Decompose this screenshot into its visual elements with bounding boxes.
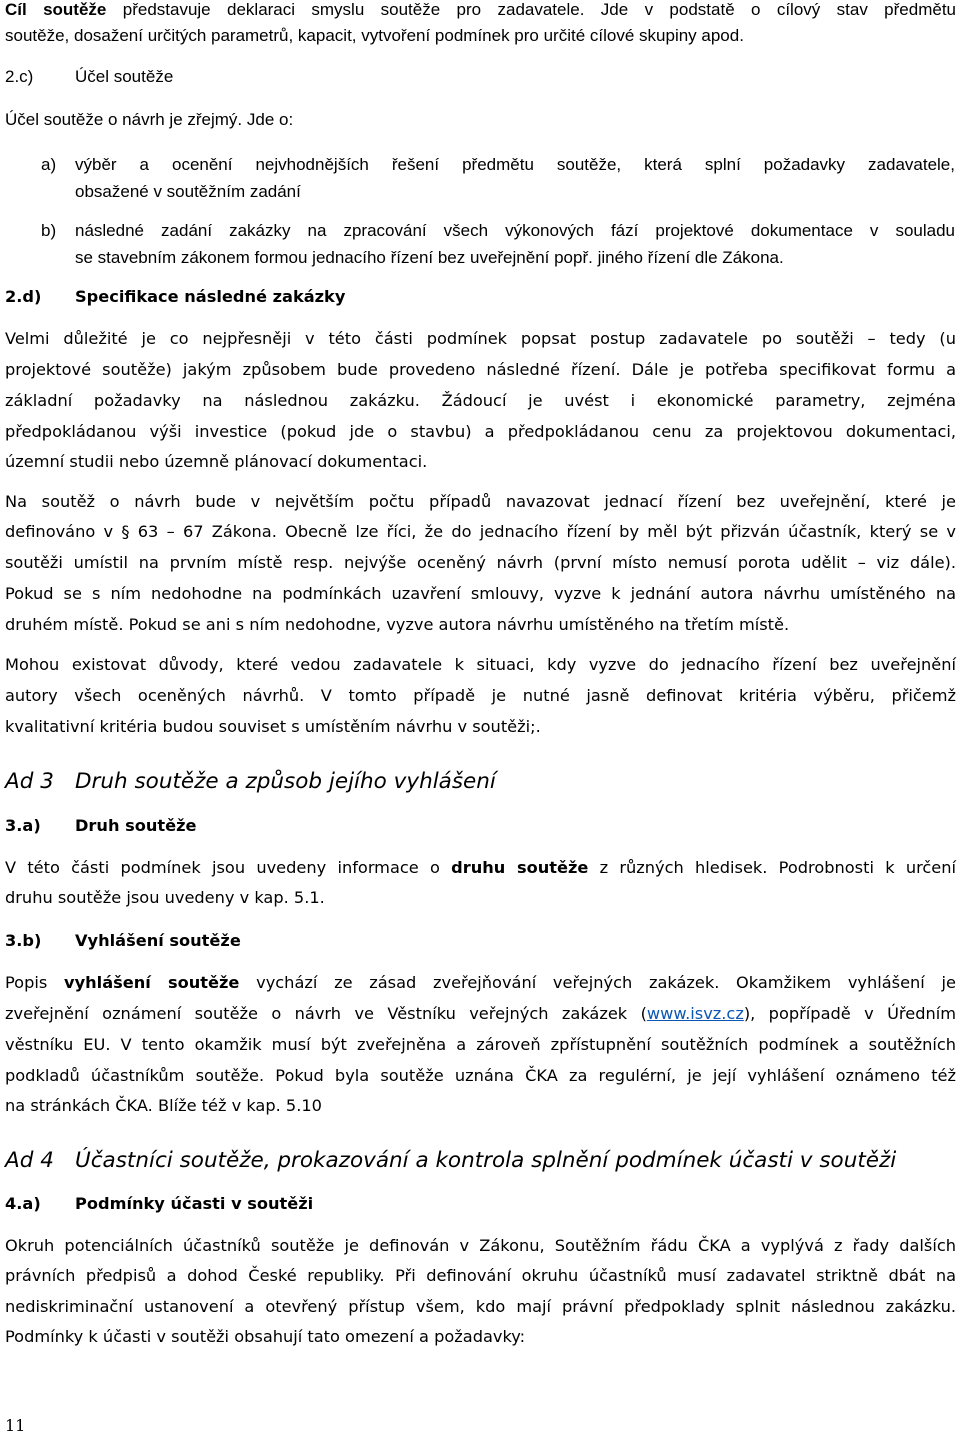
heading-3b-number: 3.b)	[5, 931, 42, 950]
list-item-a-line-2: obsažené v soutěžním zadání	[75, 182, 301, 201]
list-item-b-line-1: následné zadání zakázky na zpracování všech výkonových fází projektové dokumentace v souladu	[75, 221, 955, 240]
heading-ad4-number: Ad 4	[5, 1148, 54, 1173]
heading-2c-title: Účel soutěže	[75, 67, 174, 86]
s2d-p2-line-5: druhém místě. Pokud se ani s ním nedohodne, vyzve autora návrhu umístěného na třetím místě.	[5, 615, 790, 634]
intro-line-1: Cíl soutěže představuje deklaraci smyslu soutěže pro zadavatele. Jde v podstatě o cílový stav předmětu	[5, 0, 957, 19]
s3b-line-4: podkladů účastníkům soutěže. Pokud byla soutěže uznána ČKA za regulérní, je její vyhlášení oznámeno též	[5, 1066, 956, 1085]
s2d-p2-line-1: Na soutěž o návrh bude v největším počtu případů navazovat jednací řízení bez uveřejnění, které je	[5, 492, 956, 511]
list-item-b-line-2: se stavebním zákonem formou jednacího řízení bez uveřejnění popř. jiného řízení dle Zákona.	[75, 248, 784, 267]
heading-2d-title: Specifikace následné zakázky	[75, 287, 346, 306]
s2c-line: Účel soutěže o návrh je zřejmý. Jde o:	[5, 110, 294, 129]
list-item-a-line-1: výběr a ocenění nejvhodnějších řešení předmětu soutěže, která splní požadavky zadavatele,	[75, 155, 955, 174]
s2d-p3-line-2: autory všech oceněných návrhů. V tomto případě je nutné jasně definovat kritéria výběru, přičemž	[5, 686, 956, 705]
list-marker-a: a)	[41, 155, 57, 174]
s2d-p1-line-4: předpokládanou výši investice (pokud jde o stavbu) a předpokládanou cenu za projektovou dokumentaci,	[5, 422, 956, 441]
s4a-line-1: Okruh potenciálních účastníků soutěže je definován v Zákonu, Soutěžním řádu ČKA a vyplývá z řady dalších	[5, 1236, 956, 1255]
s2d-p1-line-1: Velmi důležité je co nejpřesněji v této části podmínek popsat postup zadavatele po soutěži – tedy (u	[5, 329, 956, 348]
page-number: 11	[5, 1416, 26, 1435]
heading-2c-number: 2.c)	[5, 67, 34, 86]
list-marker-b: b)	[41, 221, 57, 240]
intro-line-2: soutěže, dosažení určitých parametrů, kapacit, vytvoření podmínek pro určité cílové skupiny apod.	[5, 26, 744, 45]
heading-ad4-title: Účastníci soutěže, prokazování a kontrola splnění podmínek účasti v soutěži	[75, 1148, 897, 1173]
heading-3a-number: 3.a)	[5, 816, 41, 835]
isvz-link[interactable]: www.isvz.cz	[646, 1004, 744, 1023]
s2d-p2-line-2: definováno v § 63 – 67 Zákona. Obecně lze říci, že do jednacího řízení by měl být přizván účastník, který se v	[5, 522, 956, 541]
heading-4a-number: 4.a)	[5, 1194, 41, 1213]
s3a-line-2: druhu soutěže jsou uvedeny v kap. 5.1.	[5, 888, 325, 907]
s4a-line-4: Podmínky k účasti v soutěži obsahují tato omezení a požadavky:	[5, 1327, 526, 1346]
intro-bold-term: Cíl soutěže	[5, 0, 107, 19]
s2d-p3-line-3: kvalitativní kritéria budou souviset s umístěním návrhu v soutěži;.	[5, 717, 541, 736]
heading-2d-number: 2.d)	[5, 287, 42, 306]
s2d-p1-line-2: projektové soutěže) jakým způsobem bude provedeno následné řízení. Dále je potřeba specifikovat formu a	[5, 360, 956, 379]
s2d-p1-line-3: základní požadavky na následnou zakázku. Žádoucí je uvést i ekonomické parametry, zejména	[5, 391, 956, 410]
s3a-bold-term: druhu soutěže	[451, 858, 589, 877]
heading-4a-title: Podmínky účasti v soutěži	[75, 1194, 314, 1213]
s4a-line-2: právních předpisů a dohod České republiky. Při definování okruhu účastníků musí zadavatel striktně dbát na	[5, 1266, 956, 1285]
s4a-line-3: nediskriminační ustanovení a otevřený přístup všem, kdo mají právní předpoklady splnit následnou zakázku.	[5, 1297, 956, 1316]
s3b-line-3: věstníku EU. V tento okamžik musí být zveřejněna a zároveň zpřístupnění soutěžních podmínek a soutěžních	[5, 1035, 956, 1054]
s3b-line-5: na stránkách ČKA. Blíže též v kap. 5.10	[5, 1096, 322, 1115]
s2d-p1-line-5: územní studii nebo územně plánovací dokumentaci.	[5, 452, 428, 471]
s3a-line-1: V této části podmínek jsou uvedeny informace o druhu soutěže z různých hledisek. Podrobnosti k určení	[5, 858, 956, 877]
s3b-bold-term: vyhlášení soutěže	[64, 973, 240, 992]
s3b-line-1: Popis vyhlášení soutěže vychází ze zásad zveřejňování veřejných zakázek. Okamžikem vyhlášení je	[5, 973, 956, 992]
s3b-line-2: zveřejnění oznámení soutěže o návrh ve Věstníku veřejných zakázek (www.isvz.cz), popřípadě v Úředním	[5, 1004, 956, 1023]
s2d-p2-line-4: Pokud se s ním nedohodne na podmínkách uzavření smlouvy, vyzve k jednání autora návrhu umístěného na	[5, 584, 956, 603]
heading-3a-title: Druh soutěže	[75, 816, 197, 835]
s2d-p2-line-3: soutěži umístil na prvním místě resp. nejvýše oceněný návrh (první místo nemusí porota udělit – viz dále).	[5, 553, 956, 572]
s2d-p3-line-1: Mohou existovat důvody, které vedou zadavatele k situaci, kdy vyzve do jednacího řízení bez uveřejnění	[5, 655, 956, 674]
heading-3b-title: Vyhlášení soutěže	[75, 931, 241, 950]
heading-ad3-number: Ad 3	[5, 769, 54, 794]
heading-ad3-title: Druh soutěže a způsob jejího vyhlášení	[75, 769, 496, 794]
